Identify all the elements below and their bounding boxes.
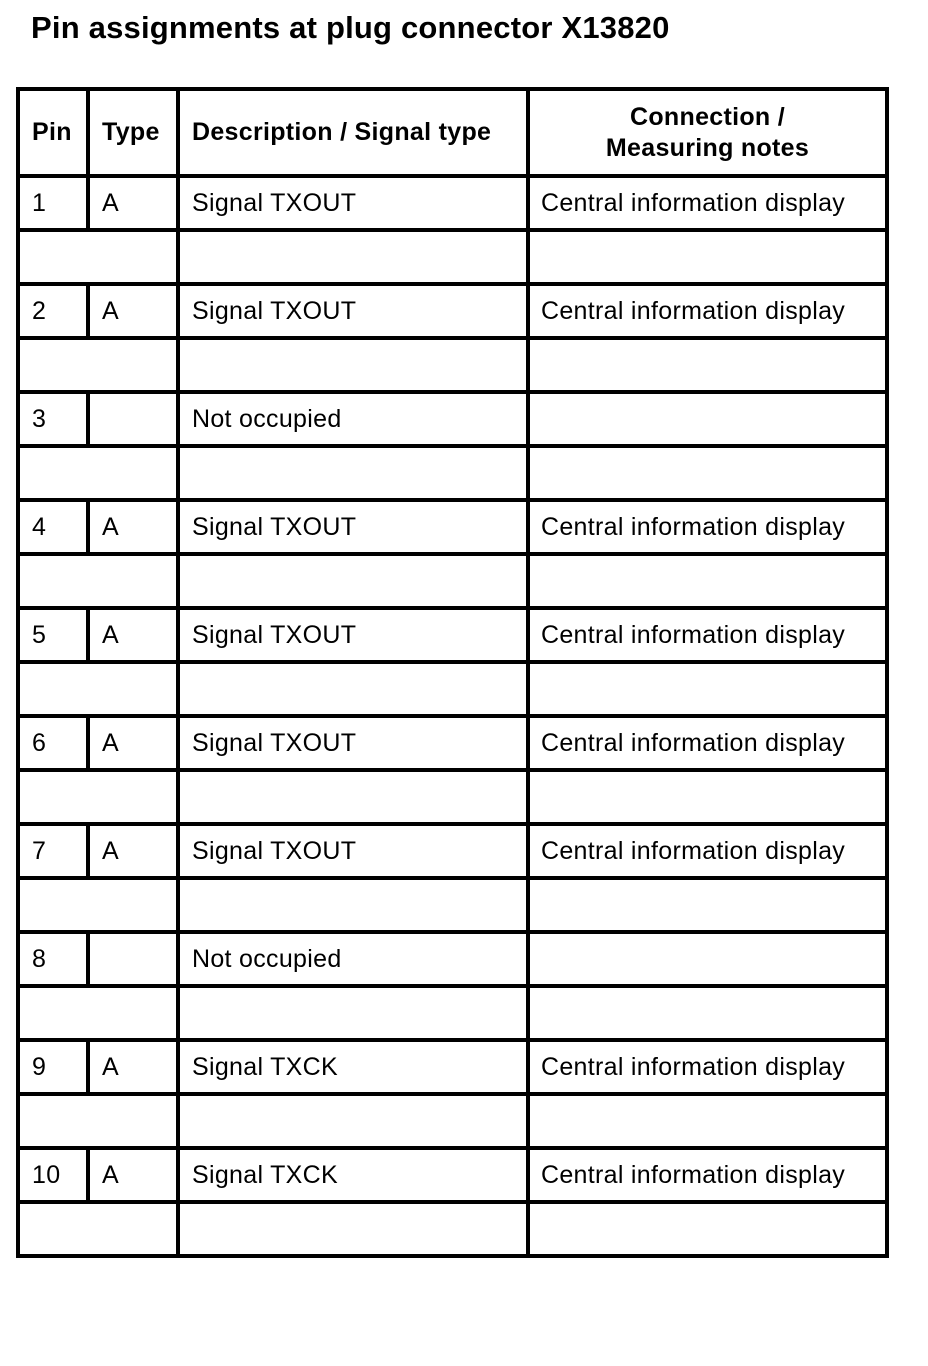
spacer-cell [528, 662, 887, 716]
table-spacer-row [18, 554, 887, 608]
spacer-cell [178, 662, 528, 716]
pin-cell: 4 [18, 500, 88, 554]
header-description: Description / Signal type [178, 89, 528, 176]
description-cell: Signal TXOUT [178, 500, 528, 554]
pin-cell: 6 [18, 716, 88, 770]
table-row [18, 932, 887, 986]
description-cell: Signal TXCK [178, 1040, 528, 1094]
pin-cell: 3 [18, 392, 88, 446]
description-cell: Signal TXOUT [178, 716, 528, 770]
spacer-cell [178, 1094, 528, 1148]
spacer-cell [178, 878, 528, 932]
table-spacer-row [18, 1202, 887, 1256]
spacer-cell [528, 986, 887, 1040]
table-header-row [18, 89, 887, 176]
table-row [18, 392, 887, 446]
header-notes-line2: Measuring notes [605, 133, 810, 162]
notes-cell: Central information display [528, 500, 887, 554]
header-notes-line1: Connection / [630, 102, 785, 131]
table-row [18, 284, 887, 338]
type-cell [88, 392, 178, 446]
table-spacer-row [18, 1094, 887, 1148]
table-row [18, 176, 887, 230]
table-row [18, 824, 887, 878]
spacer-cell [18, 1094, 178, 1148]
header-pin: Pin [18, 89, 88, 176]
table-row [18, 608, 887, 662]
description-cell: Signal TXOUT [178, 608, 528, 662]
spacer-cell [178, 1202, 528, 1256]
type-cell [88, 932, 178, 986]
type-cell: A [88, 284, 178, 338]
description-cell: Signal TXOUT [178, 284, 528, 338]
notes-cell: Central information display [528, 284, 887, 338]
type-cell: A [88, 824, 178, 878]
type-cell: A [88, 500, 178, 554]
pin-cell: 1 [18, 176, 88, 230]
table-row [18, 1040, 887, 1094]
table-spacer-row [18, 878, 887, 932]
table-row [18, 1148, 887, 1202]
notes-cell: Central information display [528, 608, 887, 662]
description-cell: Signal TXOUT [178, 176, 528, 230]
pin-cell: 2 [18, 284, 88, 338]
pin-cell: 8 [18, 932, 88, 986]
spacer-cell [178, 446, 528, 500]
table-spacer-row [18, 338, 887, 392]
notes-cell: Central information display [528, 824, 887, 878]
spacer-cell [178, 986, 528, 1040]
pin-cell: 7 [18, 824, 88, 878]
spacer-cell [178, 554, 528, 608]
spacer-cell [528, 1094, 887, 1148]
notes-cell: Central information display [528, 176, 887, 230]
spacer-cell [528, 878, 887, 932]
table-spacer-row [18, 446, 887, 500]
notes-cell [528, 392, 887, 446]
spacer-cell [178, 230, 528, 284]
type-cell: A [88, 1148, 178, 1202]
table-spacer-row [18, 986, 887, 1040]
header-notes [528, 89, 887, 176]
description-cell: Signal TXCK [178, 1148, 528, 1202]
notes-cell [528, 932, 887, 986]
type-cell: A [88, 608, 178, 662]
description-cell: Not occupied [178, 392, 528, 446]
header-type: Type [88, 89, 178, 176]
pin-assignment-table [16, 87, 889, 1258]
spacer-cell [18, 230, 178, 284]
description-cell: Signal TXOUT [178, 824, 528, 878]
spacer-cell [18, 446, 178, 500]
spacer-cell [528, 230, 887, 284]
table-spacer-row [18, 230, 887, 284]
spacer-cell [528, 770, 887, 824]
notes-cell: Central information display [528, 1148, 887, 1202]
pin-cell: 9 [18, 1040, 88, 1094]
spacer-cell [18, 1202, 178, 1256]
table-row [18, 716, 887, 770]
spacer-cell [178, 338, 528, 392]
spacer-cell [18, 338, 178, 392]
spacer-cell [18, 770, 178, 824]
pin-cell: 5 [18, 608, 88, 662]
spacer-cell [528, 1202, 887, 1256]
spacer-cell [178, 770, 528, 824]
spacer-cell [528, 554, 887, 608]
spacer-cell [18, 878, 178, 932]
table-spacer-row [18, 770, 887, 824]
description-cell: Not occupied [178, 932, 528, 986]
pin-cell: 10 [18, 1148, 88, 1202]
table-spacer-row [18, 662, 887, 716]
spacer-cell [18, 662, 178, 716]
notes-cell: Central information display [528, 716, 887, 770]
spacer-cell [528, 446, 887, 500]
spacer-cell [528, 338, 887, 392]
page-title: Pin assignments at plug connector X13820 [31, 10, 670, 45]
type-cell: A [88, 1040, 178, 1094]
type-cell: A [88, 716, 178, 770]
table-row [18, 500, 887, 554]
spacer-cell [18, 986, 178, 1040]
spacer-cell [18, 554, 178, 608]
type-cell: A [88, 176, 178, 230]
notes-cell: Central information display [528, 1040, 887, 1094]
